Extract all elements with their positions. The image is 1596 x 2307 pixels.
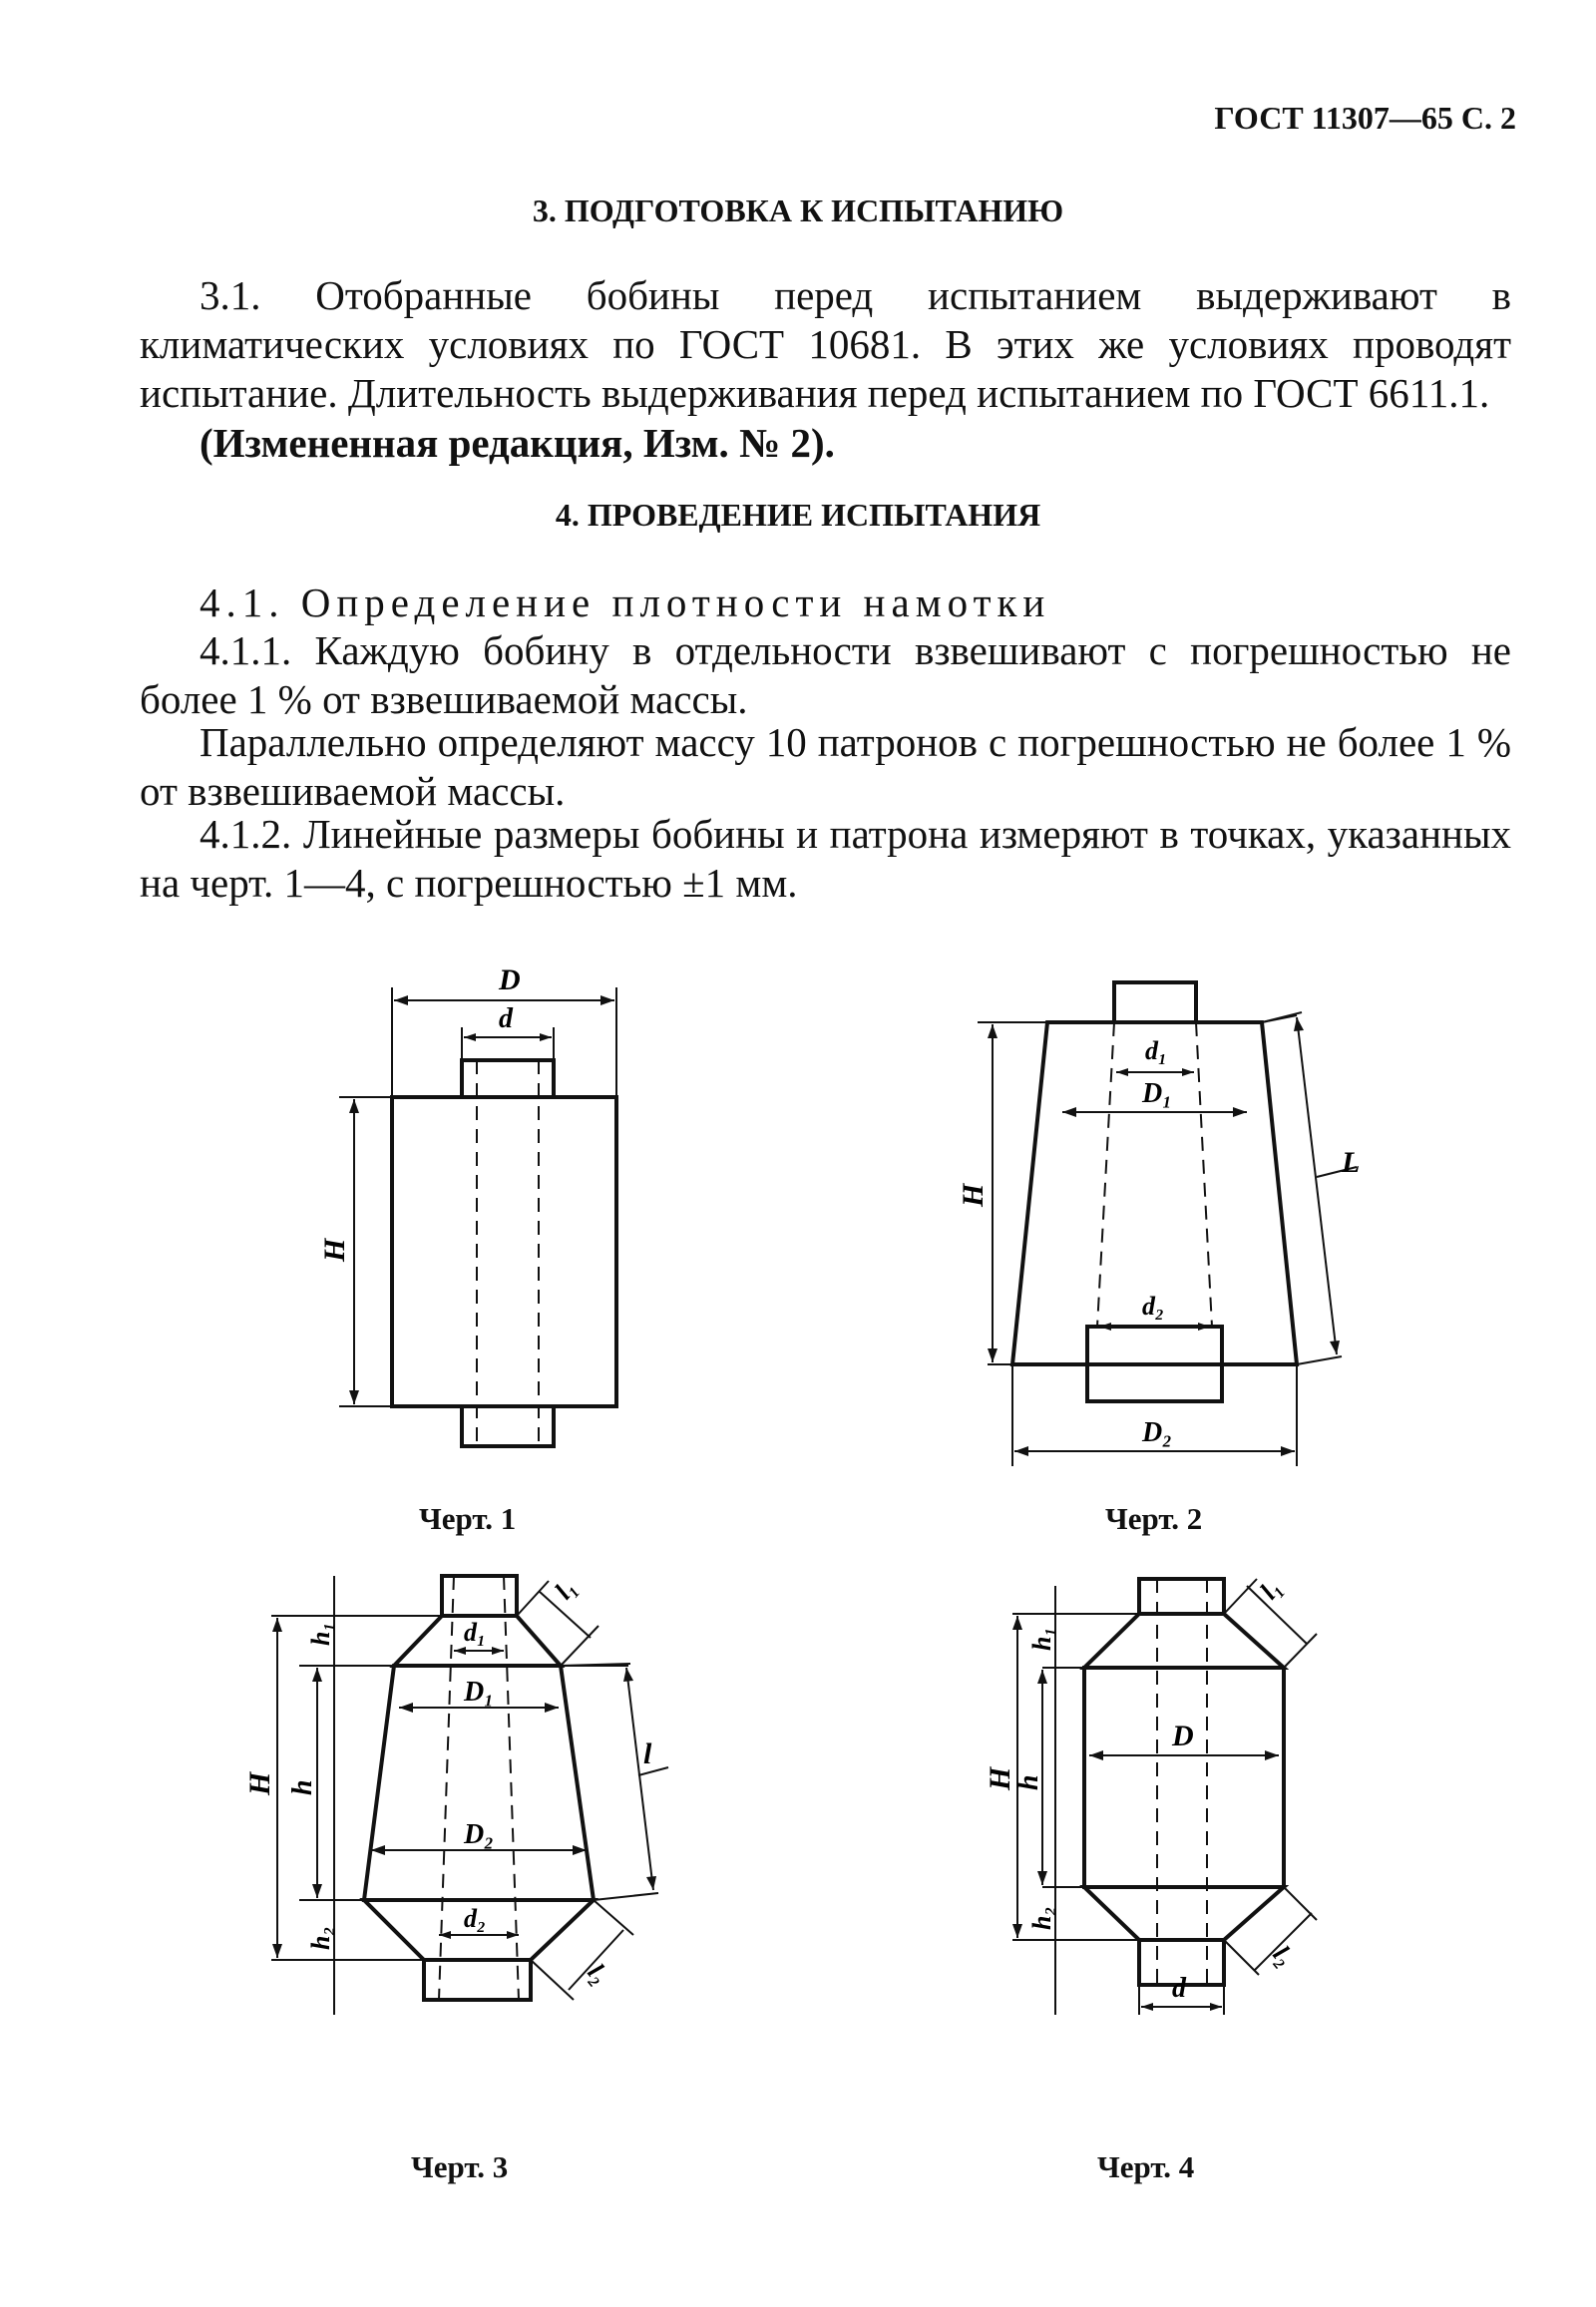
fig3-label-h1: h₁ [306,1622,335,1646]
paragraph-3-1: 3.1. Отобранные бобины перед испытанием выдерживают в климатических условиях по ГОСТ 10681. В этих же условиях проводят испытание. Длительность выдерживания перед испытанием по ГОСТ 6611.1. [140,272,1511,416]
fig3-label-D1: D₁ [464,1677,494,1708]
fig3-label-l: l [643,1737,652,1770]
fig1-label-H: H [318,1238,351,1262]
fig1-label-d: d [499,1003,513,1034]
fig3-label-h: h [287,1779,318,1795]
fig3-label-d2: d₂ [464,1904,487,1933]
paragraph-4-1-2: 4.1.2. Линейные размеры бобины и патрона измеряют в точках, указанных на черт. 1—4, с погрешностью ±1 мм. [140,811,1511,906]
page-header: ГОСТ 11307—65 С. 2 [1214,100,1516,136]
fig2-label-H: H [957,1183,990,1207]
subsection-4-1-title: 4.1. Определение плотности намотки [200,579,1051,625]
fig2-label-L: L [1342,1146,1361,1179]
fig3-label-h2: h₂ [306,1926,335,1950]
section-4-title: 4. ПРОВЕДЕНИЕ ИСПЫТАНИЯ [555,497,1041,533]
fig4-label-D: D [1172,1720,1194,1752]
fig4-label-h: h [1013,1774,1044,1790]
figure-3-caption: Черт. 3 [411,2149,509,2184]
fig4-label-H: H [984,1766,1016,1790]
fig4-label-h2: h₂ [1027,1906,1056,1930]
fig3-label-l2: l₂ [582,1958,615,1990]
section-3-title: 3. ПОДГОТОВКА К ИСПЫТАНИЮ [532,192,1064,228]
fig4-label-h1: h₁ [1027,1627,1056,1651]
fig2-label-d2: d₂ [1142,1292,1165,1321]
fig3-label-d1: d₁ [464,1618,487,1647]
fig2-label-D1: D₁ [1142,1078,1172,1109]
amendment-note: (Измененная редакция, Изм. № 2). [200,420,835,466]
fig3-label-H: H [243,1771,276,1795]
fig3-label-D2: D₂ [464,1819,494,1850]
paragraph-4-1-1: 4.1.1. Каждую бобину в отдельности взвешивают с погрешностью не более 1 % от взвешиваемой массы. [140,627,1511,722]
fig4-label-l2: l₂ [1267,1940,1301,1972]
fig4-label-l1: l₁ [1254,1573,1288,1605]
fig2-label-D2: D₂ [1142,1417,1172,1448]
fig1-label-D: D [499,963,521,996]
figure-1-caption: Черт. 1 [419,1501,517,1536]
paragraph-4-1-1-b: Параллельно определяют массу 10 патронов с погрешностью не более 1 % от взвешиваемой массы. [140,719,1511,814]
figure-2-caption: Черт. 2 [1105,1501,1203,1536]
fig4-label-d: d [1172,1973,1186,2004]
fig3-label-l1: l₁ [549,1573,583,1605]
figure-4-caption: Черт. 4 [1097,2149,1195,2184]
fig2-label-d1: d₁ [1145,1036,1168,1065]
